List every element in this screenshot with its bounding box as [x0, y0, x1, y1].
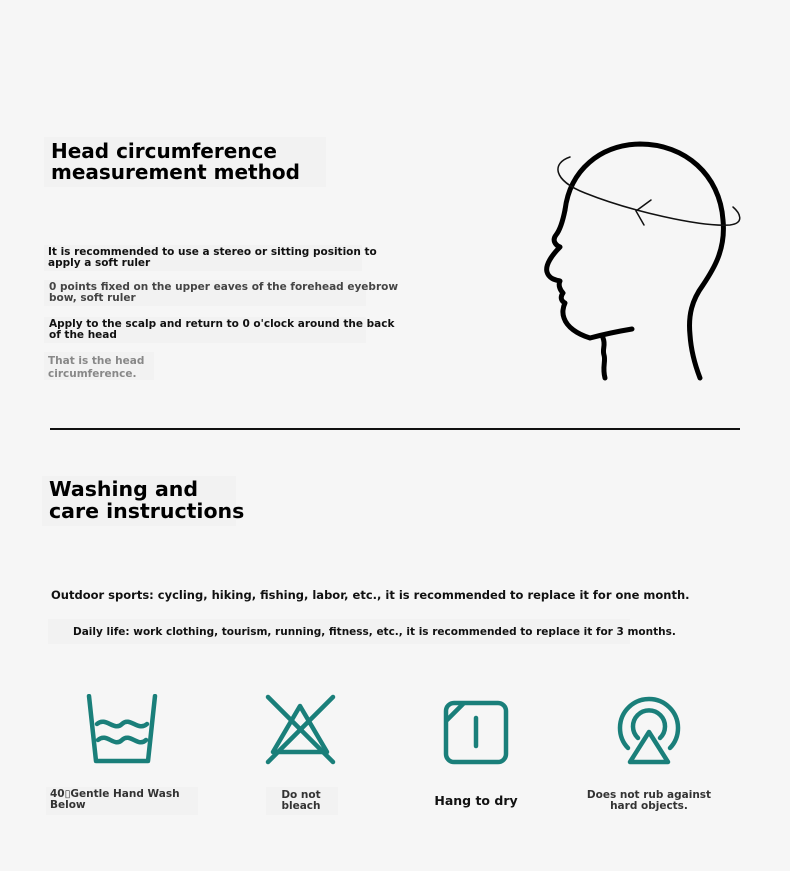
step-4-text: That is the head circumference. [48, 355, 145, 380]
no-rub-label: Does not rub against hard objects. [586, 789, 712, 812]
hang-dry-label: Hang to dry [434, 793, 518, 808]
hang-dry-icon [443, 700, 509, 765]
head-section-title: Head circumference measurement method [51, 139, 300, 184]
hand-wash-label: 40▯Gentle Hand Wash Below [50, 788, 180, 811]
head-measurement-icon [540, 135, 750, 385]
step-2-text: 0 points fixed on the upper eaves of the forehead eyebrow bow, soft ruler [49, 281, 399, 304]
step-1-text: It is recommended to use a stereo or sitting position to apply a soft ruler [48, 246, 377, 269]
step-3-text: Apply to the scalp and return to 0 o'clock around the back of the head [49, 318, 395, 341]
daily-replacement-text: Daily life: work clothing, tourism, running, fitness, etc., it is recommended to replace it for 3 months. [73, 626, 676, 638]
hand-wash-icon [84, 694, 160, 766]
no-bleach-icon [265, 694, 337, 766]
outdoor-replacement-text: Outdoor sports: cycling, hiking, fishing, labor, etc., it is recommended to replace it for one month. [51, 588, 690, 602]
no-rub-icon [614, 690, 684, 766]
no-bleach-label: Do not bleach [281, 789, 321, 812]
care-section-title: Washing and care instructions [49, 477, 245, 523]
section-divider [50, 428, 740, 430]
